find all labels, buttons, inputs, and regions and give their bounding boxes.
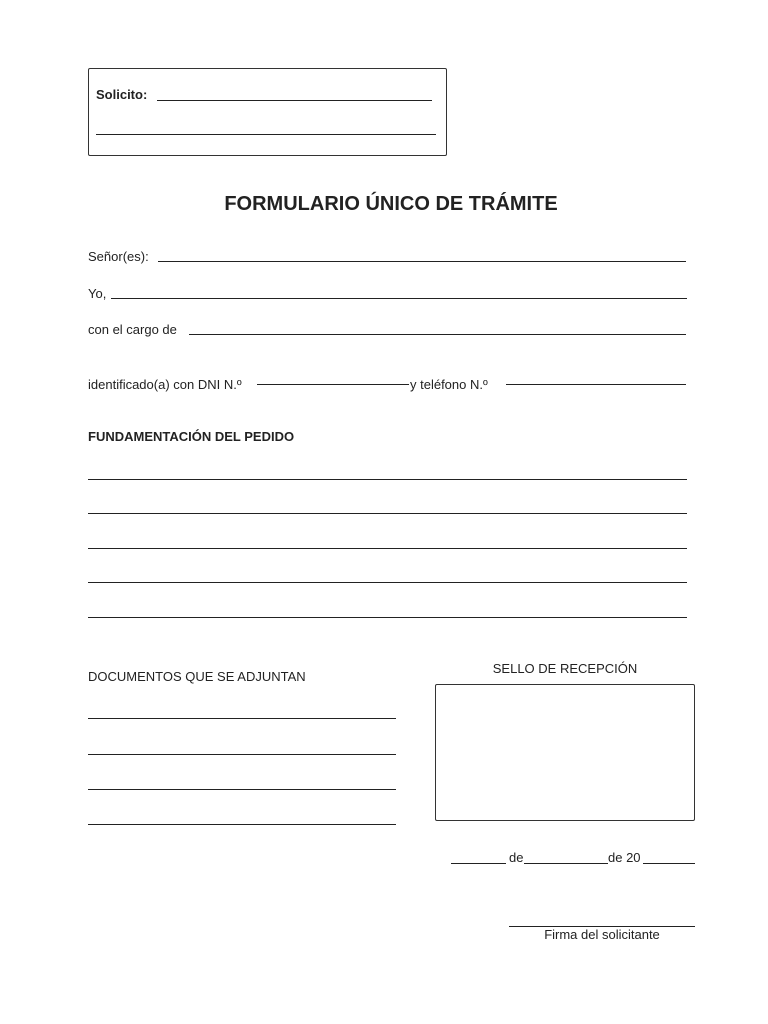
fundamentacion-line[interactable] [88, 617, 687, 618]
dni-label: identificado(a) con DNI N.º [88, 377, 242, 392]
solicito-line-2[interactable] [96, 134, 436, 135]
telefono-label: y teléfono N.º [410, 377, 488, 392]
solicito-line-1[interactable] [157, 100, 432, 101]
fundamentacion-heading: FUNDAMENTACIÓN DEL PEDIDO [88, 429, 295, 444]
sello-heading: SELLO DE RECEPCIÓN [492, 661, 638, 676]
dni-line[interactable] [257, 384, 409, 385]
fundamentacion-line[interactable] [88, 548, 687, 549]
fundamentacion-line[interactable] [88, 513, 687, 514]
cargo-label: con el cargo de [88, 322, 177, 337]
documentos-line[interactable] [88, 754, 396, 755]
page-title: FORMULARIO ÚNICO DE TRÁMITE [224, 193, 558, 215]
telefono-line[interactable] [506, 384, 686, 385]
documentos-line[interactable] [88, 824, 396, 825]
documentos-line[interactable] [88, 789, 396, 790]
firma-label: Firma del solicitante [544, 927, 660, 942]
day-line[interactable] [451, 863, 506, 864]
solicito-box [88, 68, 447, 156]
month-line[interactable] [524, 863, 608, 864]
fundamentacion-line[interactable] [88, 479, 687, 480]
solicito-label: Solicito: [96, 87, 148, 102]
fundamentacion-line[interactable] [88, 582, 687, 583]
yo-line[interactable] [111, 298, 687, 299]
sello-box [435, 684, 695, 821]
cargo-line[interactable] [189, 334, 686, 335]
fecha-de-1: de [509, 850, 524, 865]
year-line[interactable] [643, 863, 695, 864]
fecha-de-2: de 20 [608, 850, 641, 865]
documentos-line[interactable] [88, 718, 396, 719]
yo-label: Yo, [88, 286, 107, 301]
senores-label: Señor(es): [88, 249, 149, 264]
senores-line[interactable] [158, 261, 686, 262]
documentos-heading: DOCUMENTOS QUE SE ADJUNTAN [88, 669, 306, 684]
